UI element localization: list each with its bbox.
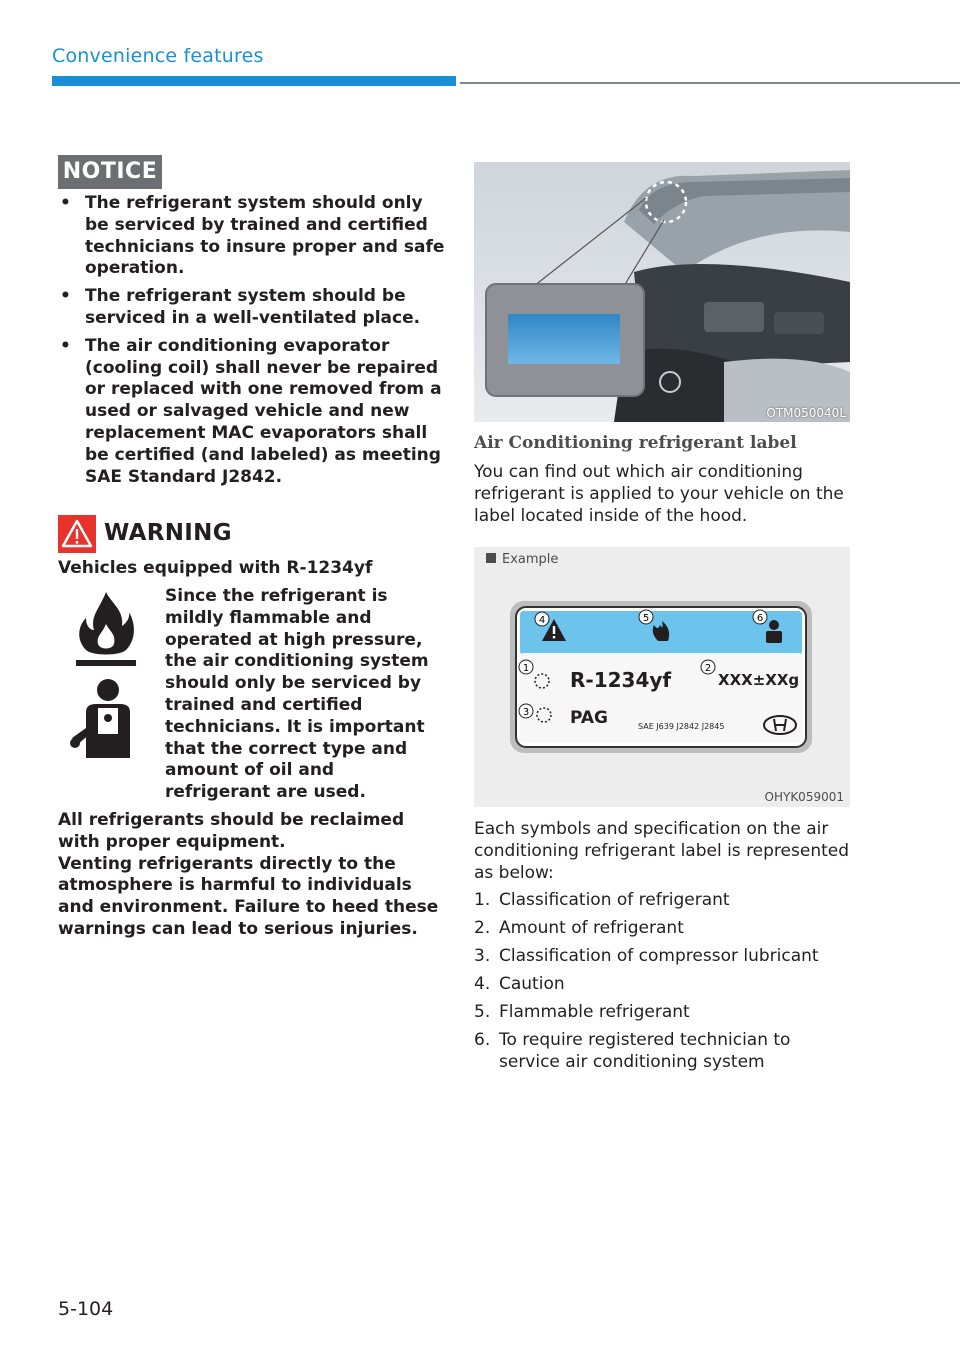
example-caption	[486, 552, 558, 567]
example-figure	[474, 547, 850, 807]
label-marker-text: 5	[642, 613, 650, 624]
description-list	[474, 889, 850, 1079]
section-paragraph: You can find out which air conditioning refrigerant is applied to your vehicle on the label located inside of the hood.	[474, 462, 844, 526]
warning-footer-line: Venting refrigerants directly to the atmosphere is harmful to individuals and environment. Failure to heed these warnings can lead to serious injuries.	[58, 853, 439, 939]
notice-list	[60, 193, 445, 494]
list-item: 3. Classification of compressor lubricant	[474, 946, 819, 966]
list-item: • The air conditioning evaporator (cooling coil) shall never be repaired or replaced with one removed from a used or salvaged vehicle and new replacement MAC evaporators shall be certified (and labeled) as meeting SAE Standard J2842.	[60, 335, 442, 487]
refrigerant-label-image	[510, 601, 812, 753]
list-item-text: Amount of refrigerant	[499, 918, 684, 938]
list-item: 4. Caution	[474, 974, 565, 994]
notice-item-text: The refrigerant system should be serviced in a well-ventilated place.	[85, 286, 421, 328]
figure-code: OHYK059001	[764, 790, 844, 804]
label-lubricant: PAG	[570, 708, 609, 728]
section-heading: Air Conditioning refrigerant label	[474, 433, 797, 453]
list-item: 1. Classification of refrigerant	[474, 890, 730, 910]
label-refrigerant: R-1234yf	[570, 668, 672, 692]
list-item: • The refrigerant system should be serviced in a well-ventilated place.	[60, 286, 421, 328]
square-bullet-icon	[486, 553, 496, 563]
warning-body: Since the refrigerant is mildly flammable and operated at high pressure, the air conditioning system should only be serviced by trained and certified technicians. It is important that the correct type and amount of oil and refrigerant are used.	[165, 586, 429, 803]
figure-code: OTM050040L	[766, 406, 846, 420]
label-marker-text: 4	[538, 615, 546, 626]
notice-item-text: The air conditioning evaporator (cooling coil) shall never be repaired or replaced with one removed from a used or salvaged vehicle and new replacement MAC evaporators shall be certified (and labeled) as meeting SAE Standard J2842.	[85, 335, 442, 487]
notice-item-text: The refrigerant system should only be serviced by trained and certified technicians to insure proper and safe operation.	[85, 193, 445, 279]
label-marker-text: 2	[704, 663, 712, 674]
list-item: 2. Amount of refrigerant	[474, 918, 684, 938]
label-marker-text: 1	[522, 663, 530, 674]
list-item: 6. To require registered technician to service air conditioning system	[474, 1030, 791, 1072]
list-item-text: Classification of compressor lubricant	[499, 946, 819, 966]
page-number: 5-104	[58, 1298, 114, 1320]
warning-subheading: Vehicles equipped with R-1234yf	[58, 558, 373, 578]
hood-photo	[474, 162, 850, 422]
label-marker-text: 3	[522, 707, 530, 718]
label-amount: XXX±XXg	[718, 671, 800, 689]
list-item-text: Classification of refrigerant	[499, 890, 730, 910]
warning-footer-line: All refrigerants should be reclaimed with proper equipment.	[58, 810, 405, 852]
list-item: 5. Flammable refrigerant	[474, 1002, 690, 1022]
description-intro: Each symbols and specification on the air conditioning refrigerant label is represented as below:	[474, 819, 850, 883]
flammable-icon	[72, 590, 140, 670]
list-item-text: Flammable refrigerant	[499, 1002, 690, 1022]
warning-heading: WARNING	[104, 520, 232, 546]
header-accent-bar	[52, 76, 456, 86]
section-title: Convenience features	[52, 45, 264, 67]
warning-footer	[58, 810, 448, 941]
list-item-text: To require registered technician to service air conditioning system	[499, 1030, 791, 1072]
example-caption-text: Example	[502, 552, 559, 567]
list-item-text: Caution	[499, 974, 565, 994]
notice-heading: NOTICE	[58, 155, 162, 189]
technician-icon	[70, 678, 142, 760]
label-standards: SAE J639 J2842 J2845	[638, 722, 725, 731]
car-hood-illustration	[474, 162, 850, 422]
list-item: • The refrigerant system should only be serviced by trained and certified technicians to insure proper and safe operation.	[60, 193, 445, 279]
label-marker-text: 6	[756, 613, 764, 624]
warning-triangle-icon	[58, 515, 96, 553]
header-rule	[460, 82, 960, 84]
refrigerant-label-illustration	[512, 603, 810, 751]
